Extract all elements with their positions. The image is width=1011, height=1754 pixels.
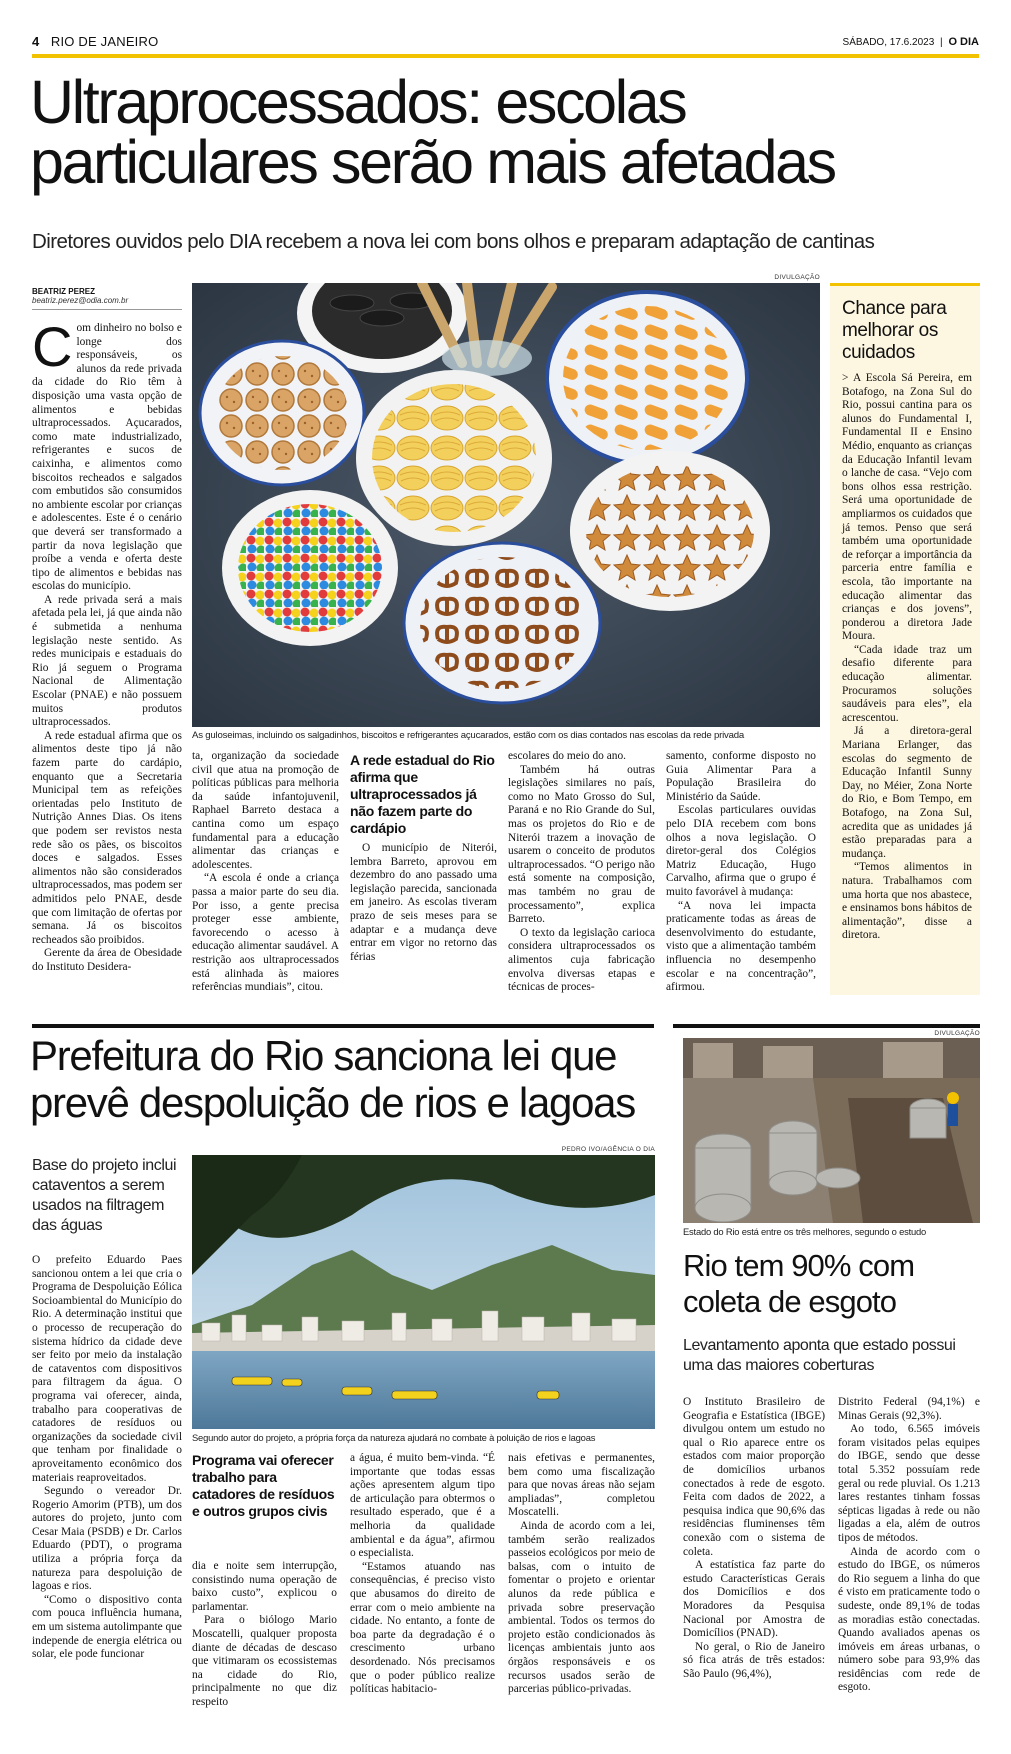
dropcap-letter: C: [32, 315, 73, 378]
sewer-works-photo-art: [683, 1038, 980, 1223]
story1-column-2: ta, organização da sociedade civil que atua na promoção de políticas públicas para melhoria da saúde infantojuvenil, Raphael Barreto destaca a cantina como um espaço fundamental para a educação alimentar das crianças e adolescentes. “A escola é onde a criança passa a maior parte do seu dia. Por isso, a gente precisa proteger esse ambiente, favorecendo o acesso à educação alimentar saudável. A restrição aos ultraprocessados está alinhada às maiores referências mundiais”, citou.: [192, 750, 339, 994]
brand-name: O DIA: [948, 36, 979, 48]
story3-top-rule: [673, 1024, 980, 1028]
story1-column-5: samento, conforme disposto no Guia Alimentar Para a População Brasileira do Ministério da Saúde. Escolas particulares ouvidas pelo DIA recebem com bons olhos a nova legislação. O diretor-geral dos Colégios Matriz Educação, Hugo Carvalho, afirma que o grupo é muito favorável à mudança: “A nova lei impacta praticamente todas as áreas de desenvolvimento do estudante, visto que a alimentação também influencia no desempenho escolar e na concentração”, afirmou.: [666, 750, 816, 994]
sidebar-body: > A Escola Sá Pereira, em Botafogo, na Zona Sul do Rio, possui cantina para os alunos do Fundamental I, Fundamental II e Ensino Médio, enquanto as crianças da Educação Infantil levam o lanche de casa. “Vejo com bons olhos essa restrição. Será uma oportunidade de ampliarmos os cuidados que já temos. Penso que será também uma oportunidade de reforçar a importância da parceria entre família e escola, tão importante na educação alimentar das crianças e dos jovens”, ponderou a diretora Jade Moura. “Cada idade traz um desafio diferente para educação alimentar. Procuramos soluções saudáveis para eles”, ela acrescentou. Já a diretora-geral Mariana Erlanger, das escolas do segmento de Educação Infantil Sunny Day, no Méier, Zona Norte do Rio, e Bom Tempo, em Botafogo, na Zona Sul, acredita que as unidades já estão preparadas para a mudança. “Temos alimentos in natura. Trabalhamos com uma horta que nos abastece, e ensinamos bons hábitos de alimentação”, disse a diretora.: [842, 372, 972, 942]
story1-headline: Ultraprocessados: escolas particulares serão mais afetadas: [30, 68, 835, 196]
section-name: RIO DE JANEIRO: [50, 34, 159, 49]
story2-column-4: nais efetivas e permanentes, bem como uma fiscalização para que novas áreas não sejam ampliadas”, completou Moscatelli. Ainda de acordo com a lei, também serão realizados passeios ecológicos por meio de balsas, com o intuito de fomentar o projeto e orientar alunos da rede pública e privada sobre preservação ambiental. Todos os termos do projeto estão condicionados às licenças ambientais junto aos órgãos responsáveis e os recursos usados serão de parcerias público-privadas.: [508, 1452, 655, 1696]
page-header: 4 RIO DE JANEIRO SÁBADO, 17.6.2023 | O DIA: [32, 34, 979, 49]
story2-column-3: a água, é muito bem-vinda. “É importante que todas essas ações apresentem algum tipo de articulação para obtermos o resultado esperado, que é a melhoria da qualidade ambiental e da água”, afirmou o especialista. “Estamos atuando nas consequências, é preciso visto que abusamos do direito de errar com o meio ambiente na cidade. No entanto, a fonte de boa parte da degradação é o crescimento urbano desordenado. Nós precisamos que o poder público realize políticas habitacio-: [350, 1452, 495, 1696]
sewer-works-photo: [683, 1038, 980, 1223]
photo2-caption: Segundo autor do projeto, a própria força da natureza ajudará no combate à poluição de rios e lagoas: [192, 1432, 596, 1443]
story3-headline: Rio tem 90% com coleta de esgoto: [683, 1248, 915, 1319]
story1-subheadline: Diretores ouvidos pelo DIA recebem a nova lei com bons olhos e preparam adaptação de cantinas: [32, 230, 875, 253]
photo3-caption: Estado do Rio está entre os três melhores, segundo o estudo: [683, 1226, 927, 1237]
story2-top-rule: [32, 1024, 654, 1028]
story1-column-3: O município de Niterói, lembra Barreto, aprovou em dezembro do ano passado uma legislação parecida, sancionada em janeiro. As escolas tiveram prazo de seis meses para se adaptar e a mudança deve entrar em vigor no retorno das férias: [350, 842, 497, 963]
story1-pullquote: A rede estadual do Rio afirma que ultraprocessados já não fazem parte do cardápio: [350, 752, 495, 836]
story3-column-1: O Instituto Brasileiro de Geografia e Estatística (IBGE) divulgou ontem um estudo no qual o Rio aparece entre os estados com maior proporção de domicílios urbanos conectados à rede de esgoto. Feita com dados de 2022, a pesquisa indica que 90,6% das residências fluminenses têm conexão com o sistema de coleta. A estatística faz parte do estudo Características Gerais dos Domicílios e dos Moradores da Pesquisa Nacional por Amostra de Domicílios (PNAD). No geral, o Rio de Janeiro só fica atrás de três estados: São Paulo (96,4%),: [683, 1396, 825, 1680]
page-number: 4: [32, 34, 40, 49]
sidebar-box: [830, 283, 980, 995]
sidebar-title: Chance para melhorar os cuidados: [842, 298, 947, 363]
photo1-credit: DIVULGAÇÃO: [774, 274, 820, 281]
story2-deck: Base do projeto inclui cataventos a serem usados na filtragem das águas: [32, 1157, 177, 1234]
author-name: BEATRIZ PEREZ: [32, 287, 95, 296]
edition-date: SÁBADO, 17.6.2023: [842, 37, 935, 48]
story3-deck: Levantamento aponta que estado possui uma das maiores coberturas: [683, 1337, 956, 1374]
story2-column-2: dia e noite sem interrupção, consistindo numa operação de baixo custo”, explicou o parlamentar. Para o biólogo Mario Moscatelli, qualquer proposta diante de décadas de descaso que vitimaram os ecossistemas na cidade do Rio, principalmente no que diz respeito: [192, 1560, 337, 1708]
story1-column-4: escolares do meio do ano. Também há outras legislações similares no país, como no Mato Grosso do Sul, Paraná e no Rio Grande do Sul, mas os projetos do Rio e de Niterói trazem a inovação de usarem o conceito de produtos ultraprocessados. “O perigo não está somente na composição, mas também no grau de processamento”, explica Barreto. O texto da legislação carioca considera ultraprocessados os alimentos cuja fabricação envolva diversas etapas e técnicas de proces-: [508, 750, 655, 994]
lagoon-photo: [192, 1155, 655, 1429]
story2-pullquote: Programa vai oferecer trabalho para catadores de resíduos e outros grupos civis: [192, 1452, 335, 1519]
story3-column-2: Distrito Federal (94,1%) e Minas Gerais (92,3%). Ao todo, 6.565 imóveis foram visitados pelas equipes do IBGE, sendo que desse total 5.352 possuíam rede geral ou rede pluvial. Os 1.213 lares restantes tinham fossas sépticas ligadas à rede ou não ligadas a ela, além de outros tipos de métodos. Ainda de acordo com o estudo do IBGE, os números do Rio seguem a linha do que é visto em praticamente todo o sudeste, onde 89,1% de todas as moradias estão conectadas. Quando avaliados apenas os imóveis em áreas urbanas, o número sobe para 93,9% das residências com rede de esgoto.: [838, 1396, 980, 1694]
snacks-photo-art: [192, 283, 820, 727]
photo1-caption: As guloseimas, incluindo os salgadinhos, biscoitos e refrigerantes açucarados, estão com os dias contados nas escolas da rede privada: [192, 730, 745, 741]
photo2-credit: PEDRO IVO/AGÊNCIA O DIA: [561, 1146, 655, 1153]
header-accent-bar: [32, 54, 979, 58]
photo3-credit: DIVULGAÇÃO: [934, 1030, 980, 1037]
story2-headline: Prefeitura do Rio sanciona lei que prevê despoluição de rios e lagoas: [30, 1032, 635, 1126]
author-byline: [32, 287, 182, 310]
lagoon-photo-art: [192, 1155, 655, 1429]
snacks-photo: [192, 283, 820, 727]
author-email: beatriz.perez@odia.com.br: [32, 296, 129, 305]
story2-column-1: O prefeito Eduardo Paes sancionou ontem a lei que cria o Programa de Despoluição Eólica Socioambiental do Município do Rio. A determinação institui que o processo de recuperação do sistema hídrico da cidade deve ser feito por meio da instalação de cataventos com dispositivos para filtragem da água. O programa vai oferecer, ainda, trabalho para cooperativas de catadores de resíduos ou organizações da sociedade civil que tenham por finalidade o aproveitamento econômico dos materiais reaproveitados. Segundo o vereador Dr. Rogerio Amorim (PTB), um dos autores do projeto, junto com Cesar Maia (PSDB) e Dr. Carlos Eduardo (PDT), o programa utiliza a própria força da natureza para despoluição de lagoas e rios. “Como o dispositivo conta com pouca influência humana, em um sistema autolimpante que independe de energia elétrica ou solar, ele pode funcionar: [32, 1254, 182, 1661]
story1-column-1: Com dinheiro no bolso e longe dos responsáveis, os alunos da rede privada da cidade do Rio têm à disposição uma vasta opção de alimentos e bebidas ultraprocessados. Açucarados, como mate industrializado, refrigerantes e sucos de caixinha, e alimentos como biscoitos recheados e salgados com embutidos são consumidos no ambiente escolar por crianças e adolescentes. Este é o cenário que deverá ser transformado a partir da nova legislação que proíbe a venda e oferta deste tipo de alimentos e bebidas nas escolas do município. A rede privada será a mais afetada pela lei, já que ainda não é submetida a nenhuma legislação neste sentido. As redes municipais e estaduais do Rio já seguem o Programa Nacional de Alimentação Escolar (PNAE) e não possuem muitos produtos ultraprocessados. A rede estadual afirma que os alimentos deste tipo já não fazem parte do cardápio, enquanto que a Secretaria Municipal tem as refeições orientadas pelo Instituto de Nutrição Annes Dias. Os itens que podem ser revistos nesta rede são os pães, os biscoitos doces e salgados. Esses alimentos não são considerados ultraprocessados, mas podem ser admitidos pelo PNAE, desde que com limitação de ofertas por semana. Já os biscoitos recheados são proibidos. Gerente da área de Obesidade do Instituto Desidera-: [32, 315, 182, 973]
